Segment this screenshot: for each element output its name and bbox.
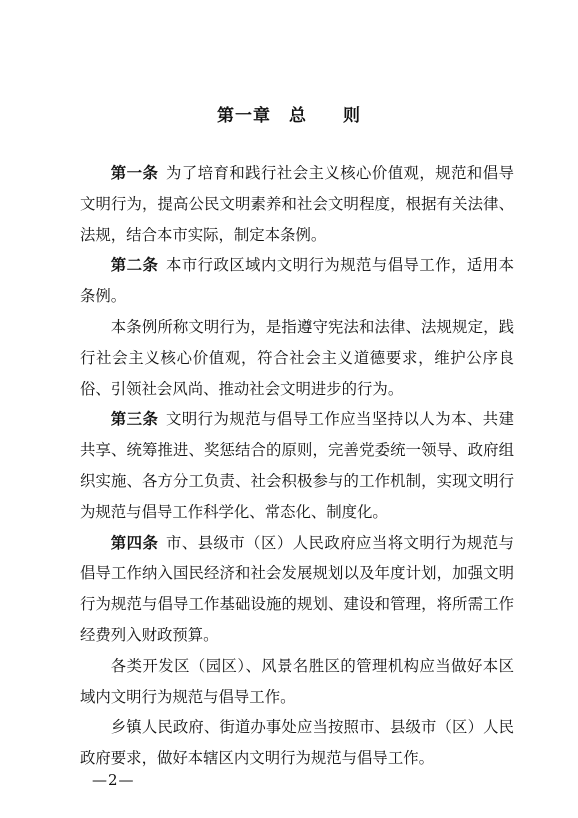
article-4-clause-2	[80, 651, 514, 713]
page-number: —2—	[92, 771, 135, 789]
article-4-clause-3	[80, 712, 514, 774]
article-3-paragraph	[80, 404, 514, 527]
article-1-text: 为了培育和践行社会主义核心价值观，规范和倡导文明行为，提高公民文明素养和社会文明程度，根据有关法律、法规，结合本市实际，制定本条例。	[80, 164, 514, 244]
article-2-clause-2-text: 本条例所称文明行为，是指遵守宪法和法律、法规规定，践行社会主义核心价值观，符合社会主义道德要求，维护公序良俗、引领社会风尚、推动社会文明进步的行为。	[80, 317, 514, 398]
article-2-paragraph	[80, 250, 514, 312]
article-4-clause-2-text: 各类开发区（园区）、风景名胜区的管理机构应当做好本区域内文明行为规范与倡导工作。	[80, 656, 514, 706]
article-3-text: 文明行为规范与倡导工作应当坚持以人为本、共建共享、统筹推进、奖惩结合的原则，完善党委统一领导、政府组织实施、各方分工负责、社会积极参与的工作机制，实现文明行为规范与倡导工作科学化、常态化、制度化。	[80, 410, 514, 521]
article-2-clause-2	[80, 312, 514, 404]
article-1-paragraph	[80, 158, 514, 250]
regulation-body	[80, 158, 514, 774]
article-2-label: 第二条	[110, 256, 159, 275]
article-4-label: 第四条	[110, 533, 159, 552]
chapter-title: 第一章 总 则	[217, 106, 361, 126]
article-4-text: 市、县级市（区）人民政府应当将文明行为规范与倡导工作纳入国民经济和社会发展规划以及年度计划，加强文明行为规范与倡导工作基础设施的规划、建设和管理，将所需工作经费列入财政预算。	[80, 533, 514, 644]
article-4-paragraph	[80, 528, 514, 651]
article-2-text: 本市行政区域内文明行为规范与倡导工作，适用本条例。	[80, 256, 514, 306]
article-1-label: 第一条	[110, 164, 159, 182]
article-3-label: 第三条	[110, 410, 159, 429]
article-4-clause-3-text: 乡镇人民政府、街道办事处应当按照市、县级市（区）人民政府要求，做好本辖区内文明行为规范与倡导工作。	[80, 718, 514, 768]
